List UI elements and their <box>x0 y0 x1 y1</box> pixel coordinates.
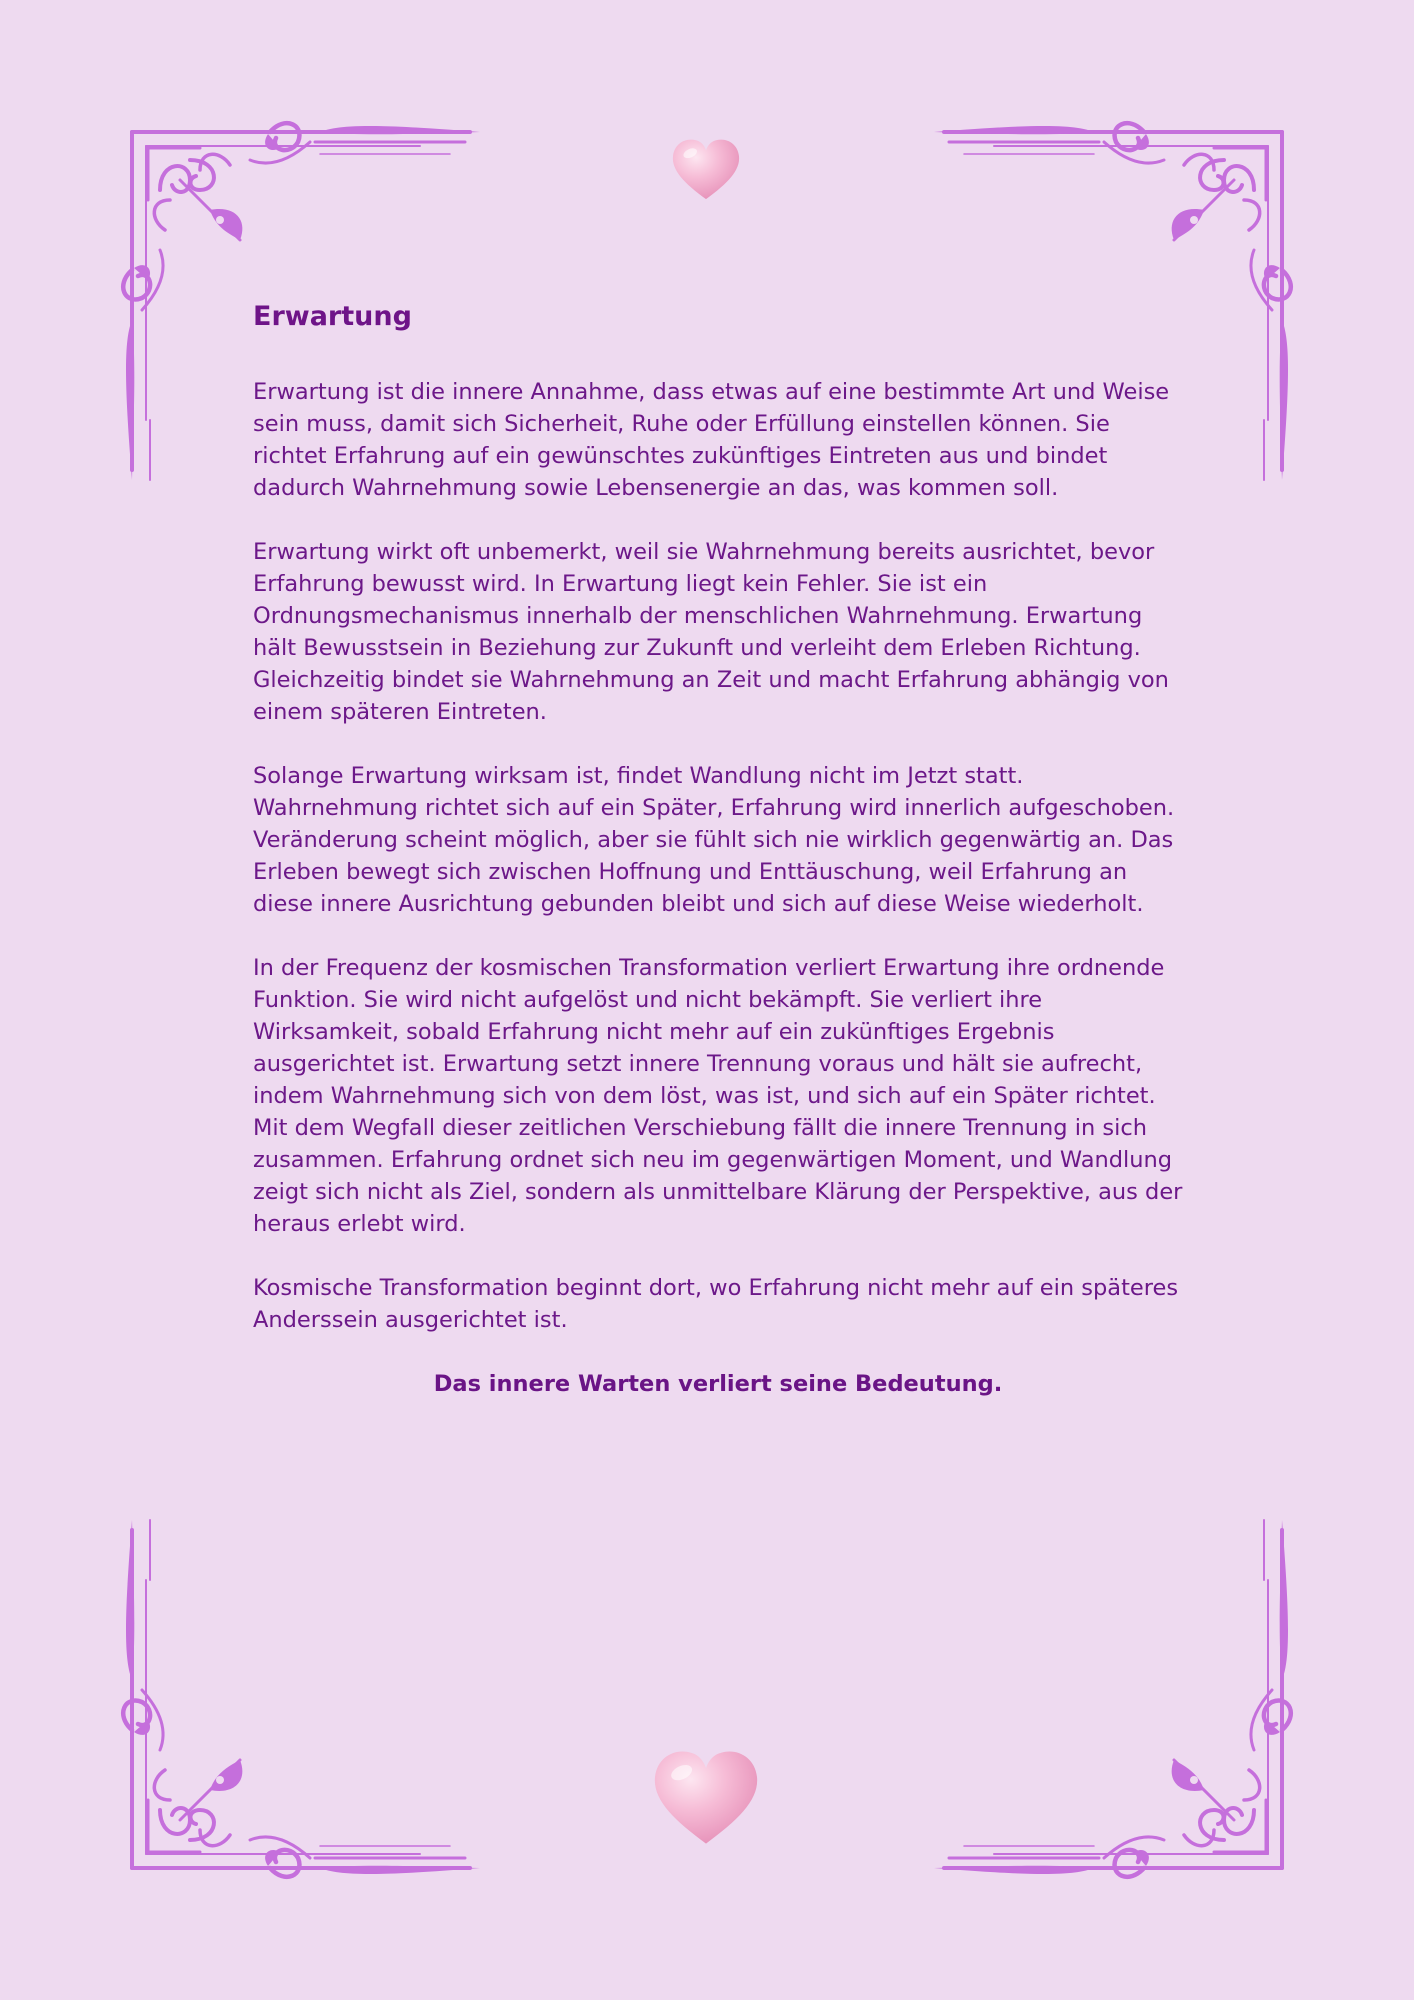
paragraph: Kosmische Transformation beginnt dort, wo Erfahrung nicht mehr auf ein späteres Anderssein ausgerichtet ist. <box>253 1275 1179 1333</box>
corner-ornament-icon <box>924 1510 1294 1880</box>
paragraph: In der Frequenz der kosmischen Transformation verliert Erwartung ihre ordnende Funktion. Sie wird nicht aufgelöst und nicht bekämpft. Sie verliert ihre Wirksamkeit, sobald Erfahrung nicht mehr auf ein zukünftiges Ergebnis ausgerichtet ist. Erwartung setzt innere Trennung voraus und hält sie aufrecht, indem Wahrnehmung sich von dem löst, was ist, und sich auf ein Später richtet. Mit dem Wegfall dieser zeitlichen Verschiebung fällt die innere Trennung in sich zusammen. Erfahrung ordnet sich neu im gegenwärtigen Moment, und Wandlung zeigt sich nicht als Ziel, sondern als unmittelbare Klärung der Perspektive, aus der heraus erlebt wird. <box>253 955 1183 1237</box>
paragraph: Erwartung wirkt oft unbemerkt, weil sie Wahrnehmung bereits ausrichtet, bevor Erfahrung bewusst wird. In Erwartung liegt kein Fehler. Sie ist ein Ordnungsmechanismus innerhalb der menschlichen Wahrnehmung. Erwartung hält Bewusstsein in Beziehung zur Zukunft und verleiht dem Erleben Richtung. Gleichzeitig bindet sie Wahrnehmung an Zeit und macht Erfahrung abhängig von einem späteren Eintreten. <box>253 539 1169 725</box>
heart-icon <box>670 136 742 202</box>
paragraph: Erwartung ist die innere Annahme, dass etwas auf eine bestimmte Art und Weise sein muss, damit sich Sicherheit, Ruhe oder Erfüllung einstellen können. Sie richtet Erfahrung auf ein gewünschtes zukünftiges Eintreten aus und bindet dadurch Wahrnehmung sowie Lebensenergie an das, was kommen soll. <box>253 379 1170 501</box>
document-title: Erwartung <box>253 301 412 332</box>
document-body <box>253 298 1183 1400</box>
closing-statement: Das innere Warten verliert seine Bedeutung. <box>433 1371 1003 1397</box>
corner-ornament-icon <box>120 1510 490 1880</box>
paragraph: Solange Erwartung wirksam ist, findet Wandlung nicht im Jetzt statt. Wahrnehmung richtet sich auf ein Später, Erfahrung wird innerlich aufgeschoben. Veränderung scheint möglich, aber sie fühlt sich nie wirklich gegenwärtig an. Das Erleben bewegt sich zwischen Hoffnung und Enttäuschung, weil Erfahrung an diese innere Ausrichtung gebunden bleibt und sich auf diese Weise wiederholt. <box>253 763 1175 917</box>
heart-icon <box>650 1746 762 1848</box>
